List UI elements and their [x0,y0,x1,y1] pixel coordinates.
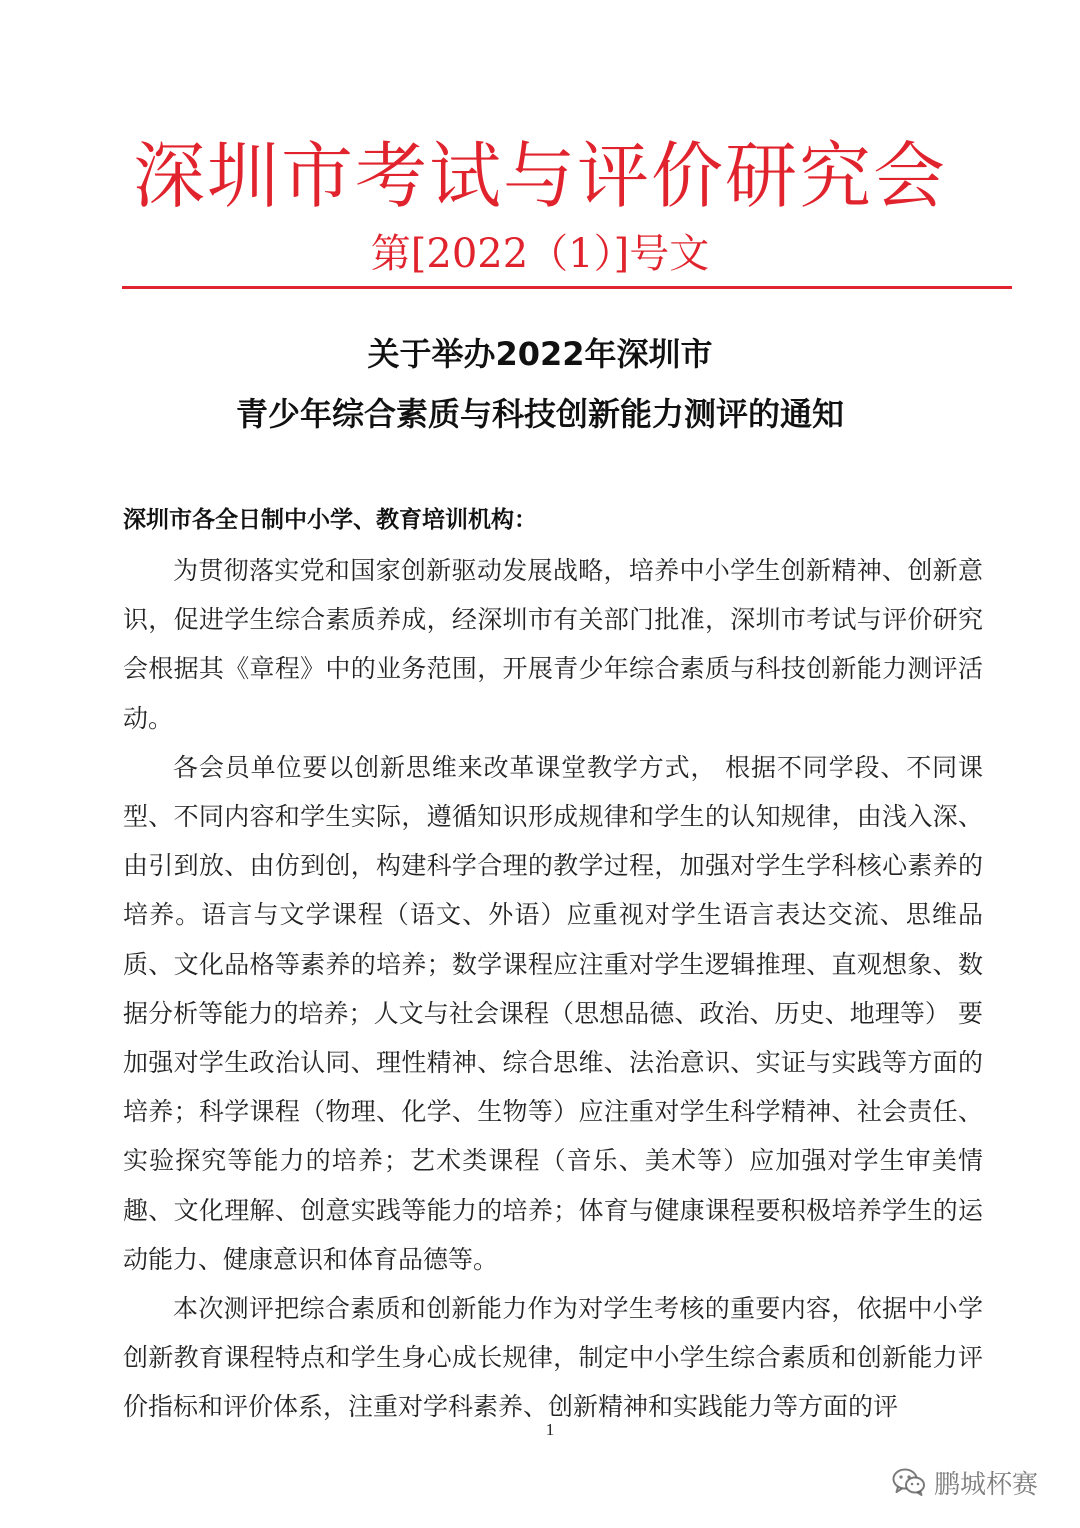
salutation: 深圳市各全日制中小学、教育培训机构： [123,507,537,533]
body-paragraph-2: 各会员单位要以创新思维来改革课堂教学方式， 根据不同学段、不同课型、不同内容和学生实际，遵循知识形成规律和学生的认知规律，由浅入深、由引到放、由仿到创，构建科学合理的教学过程，加强对学生学科核心素养的培养。语言与文学课程（语文、外语）应重视对学生语言表达交流、思维品质、文化品格等素养的培养；数学课程应注重对学生逻辑推理、直观想象、数据分析等能力的培养；人文与社会课程（思想品德、政治、历史、地理等） 要加强对学生政治认同、理性精神、综合思维、法治意识、实证与实践等方面的培养；科学课程（物理、化学、生物等）应注重对学生科学精神、社会责任、实验探究等能力的培养；艺术类课程（音乐、美术等）应加强对学生审美情趣、文化理解、创意实践等能力的培养；体育与健康课程要积极培养学生的运动能力、健康意识和体育品德等。 [123,752,983,1274]
body-paragraph-3: 本次测评把综合素质和创新能力作为对学生考核的重要内容，依据中小学创新教育课程特点和学生身心成长规律，制定中小学生综合素质和创新能力评价指标和评价体系，注重对学科素养、创新精神和实践能力等方面的评 [123,1294,983,1422]
document-number: 第[2022（1）]号文 [370,231,710,277]
header-divider [122,286,1012,289]
notice-body [123,546,983,1432]
watermark [892,1462,1038,1502]
page-number: 1 [545,1420,555,1439]
organization-title: 深圳市考试与评价研究会 [132,134,947,218]
notice-title-line2: 青少年综合素质与科技创新能力测评的通知 [235,395,844,433]
notice-title-line1: 关于举办2022年深圳市 [367,335,713,373]
watermark-text: 鹏城杯赛 [934,1469,1039,1500]
body-paragraph-1: 为贯彻落实党和国家创新驱动发展战略，培养中小学生创新精神、创新意识，促进学生综合素质养成，经深圳市有关部门批准，深圳市考试与评价研究会根据其《章程》中的业务范围，开展青少年综合素质与科技创新能力测评活动。 [123,556,983,733]
wechat-icon [892,1467,926,1497]
